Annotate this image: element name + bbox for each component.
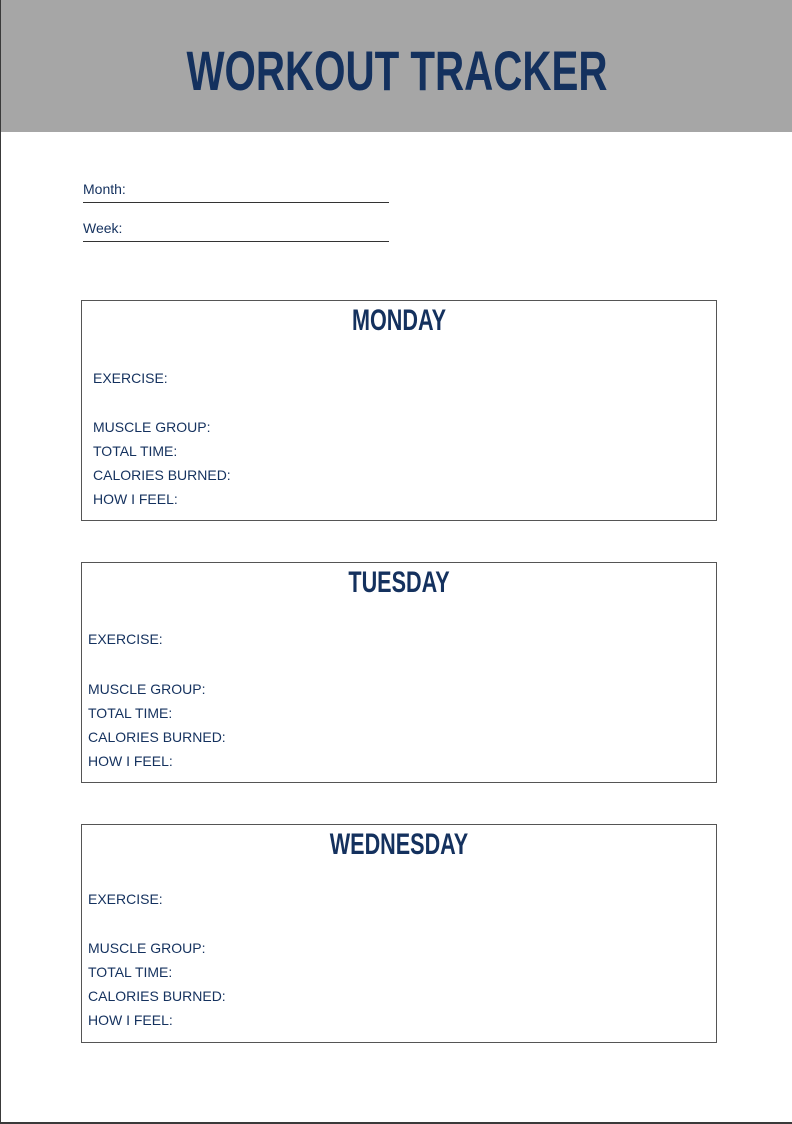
calories-burned-label: CALORIES BURNED: <box>88 988 226 1004</box>
how-i-feel-label: HOW I FEEL: <box>93 491 178 507</box>
exercise-label: EXERCISE: <box>93 370 168 386</box>
how-i-feel-label: HOW I FEEL: <box>88 753 173 769</box>
muscle-group-label: MUSCLE GROUP: <box>88 681 206 697</box>
page-title: WORKOUT TRACKER <box>186 39 608 102</box>
monday-section <box>81 300 717 521</box>
month-label: Month: <box>83 181 126 197</box>
total-time-label: TOTAL TIME: <box>88 964 173 980</box>
month-field[interactable] <box>83 180 389 203</box>
wednesday-section <box>81 824 717 1043</box>
muscle-group-label: MUSCLE GROUP: <box>88 940 206 956</box>
calories-burned-label: CALORIES BURNED: <box>93 467 231 483</box>
calories-burned-label: CALORIES BURNED: <box>88 729 226 745</box>
how-i-feel-label: HOW I FEEL: <box>88 1012 173 1028</box>
day-title: MONDAY <box>351 304 447 337</box>
exercise-label: EXERCISE: <box>88 891 163 907</box>
total-time-label: TOTAL TIME: <box>93 443 178 459</box>
tuesday-section <box>81 562 717 783</box>
muscle-group-label: MUSCLE GROUP: <box>93 419 211 435</box>
week-label: Week: <box>83 220 123 236</box>
page-header <box>1 0 792 132</box>
day-title: WEDNESDAY <box>329 828 469 861</box>
total-time-label: TOTAL TIME: <box>88 705 173 721</box>
day-title: TUESDAY <box>348 566 450 599</box>
exercise-label: EXERCISE: <box>88 631 163 647</box>
week-field[interactable] <box>83 219 389 242</box>
